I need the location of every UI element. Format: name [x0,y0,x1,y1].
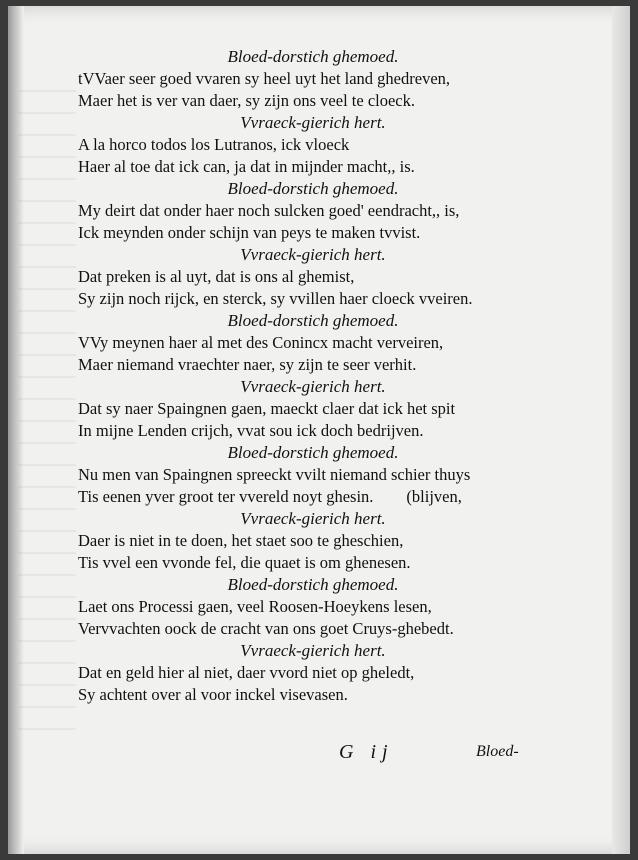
verse-line: Maer het is ver van daer, sy zijn ons veel te cloeck. [78,91,416,110]
page-edge [612,6,630,854]
verse-line: Dat preken is al uyt, dat is ons al ghemist, [78,267,355,286]
speaker-heading: Bloed-dorstich ghemoed. [227,311,399,330]
speaker-heading: Bloed-dorstich ghemoed. [227,179,399,198]
verse-line: Daer is niet in te doen, het staet soo te gheschien, [78,531,404,550]
verse-line: Nu men van Spaingnen spreeckt vvilt niemand schier thuys [78,465,471,484]
verse-line: VVy meynen haer al met des Conincx macht verveiren, [78,333,444,352]
book-page [8,6,630,854]
verse-line: Laet ons Processi gaen, veel Roosen-Hoeykens lesen, [78,597,432,616]
verse-line: Dat en geld hier al niet, daer vvord niet op gheledt, [78,663,415,682]
speaker-heading: Vvraeck-gierich hert. [240,641,386,660]
speaker-heading: Bloed-dorstich ghemoed. [227,443,399,462]
verse-line: Tis vvel een vvonde fel, die quaet is om ghenesen. [78,553,411,572]
speaker-heading: Vvraeck-gierich hert. [240,113,386,132]
verse-line: Dat sy naer Spaingnen gaen, maeckt claer dat ick het spit [78,399,456,418]
speaker-heading: Bloed-dorstich ghemoed. [227,47,399,66]
speaker-heading: Vvraeck-gierich hert. [240,509,386,528]
verse-line: Vervvachten oock de cracht van ons goet Cruys-ghebedt. [78,619,454,638]
verse-line: Ick meynden onder schijn van peys te maken tvvist. [78,223,421,242]
verse-line: Maer niemand vraechter naer, sy zijn te seer verhit. [78,355,417,374]
speaker-heading: Bloed-dorstich ghemoed. [227,575,399,594]
catchword: Bloed- [476,743,519,760]
verse-line: In mijne Lenden crijch, vvat sou ick doch bedrijven. [78,421,424,440]
verse-line: Haer al toe dat ick can, ja dat in mijnder macht,, is. [78,157,415,176]
show-through [18,90,76,750]
verse-line: tVVaer seer goed vvaren sy heel uyt het land ghedreven, [78,69,451,88]
verse-line: Sy achtent over al voor inckel visevasen. [78,685,348,704]
speaker-heading: Vvraeck-gierich hert. [240,245,386,264]
verse-line: My deirt dat onder haer noch sulcken goed' eendracht,, is, [78,201,460,220]
signature-mark: G ij [339,741,394,763]
speaker-heading: Vvraeck-gierich hert. [240,377,386,396]
verse-line: Tis eenen yver groot ter vvereld noyt ghesin. (blijven, [78,487,462,506]
verse-line: Sy zijn noch rijck, en sterck, sy vvillen haer cloeck vveiren. [78,289,473,308]
poem-body [78,46,548,706]
verse-line: A la horco todos los Lutranos, ick vloeck [78,135,350,154]
